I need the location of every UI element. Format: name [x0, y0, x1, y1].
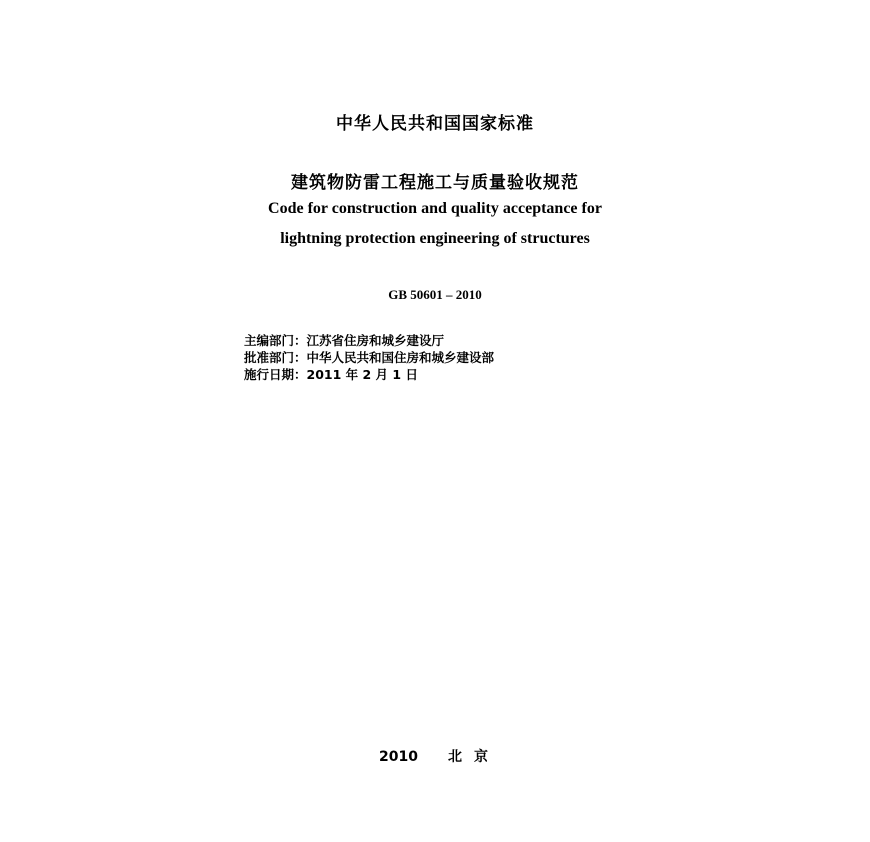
effective-date-label: 施行日期： [244, 367, 307, 382]
title-chinese: 建筑物防雷工程施工与质量验收规范 [291, 173, 579, 193]
publication-year: 2010 [379, 749, 418, 765]
title-english-line-2: lightning protection engineering of structures [280, 230, 590, 247]
standard-number: GB 50601 – 2010 [388, 287, 482, 302]
metadata-block [244, 332, 494, 383]
effective-date-row [244, 366, 494, 383]
approver-label: 批准部门： [244, 350, 307, 365]
approver-value: 中华人民共和国住房和城乡建设部 [306, 350, 495, 365]
publication-footer [379, 746, 500, 766]
effective-date-value: 2011 年 2 月 1 日 [306, 367, 418, 382]
approver-row [244, 349, 494, 366]
standard-type-heading: 中华人民共和国国家标准 [336, 114, 534, 134]
editor-row [244, 332, 494, 349]
editor-value: 江苏省住房和城乡建设厅 [306, 333, 445, 348]
editor-label: 主编部门： [244, 333, 307, 348]
publication-city: 北京 [447, 749, 500, 765]
title-english-line-1: Code for construction and quality acceptance for [268, 200, 602, 217]
